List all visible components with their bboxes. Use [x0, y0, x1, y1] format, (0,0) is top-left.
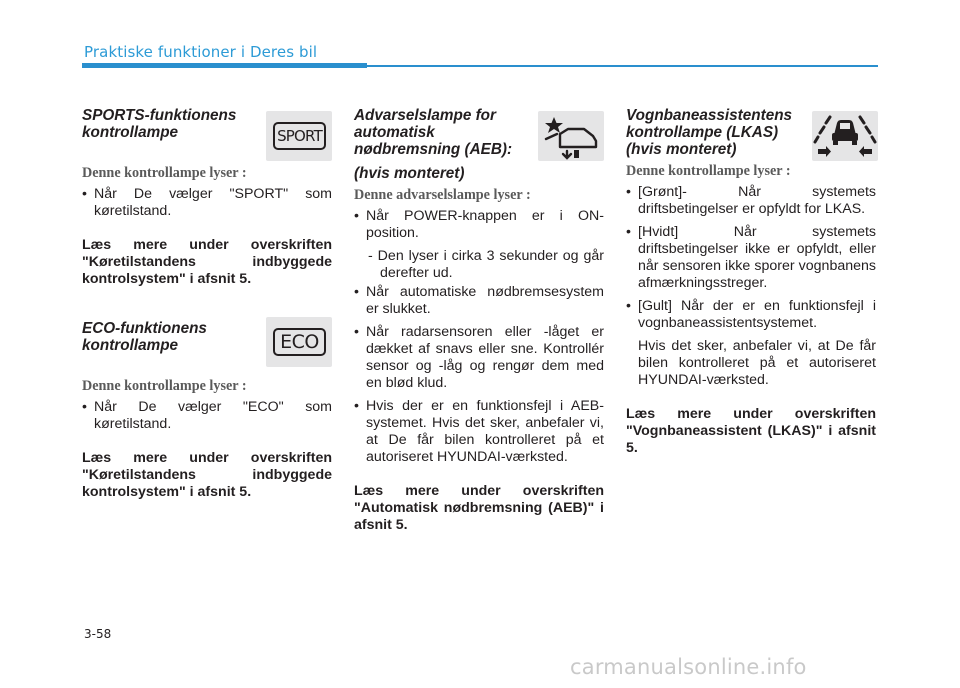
list-item: • Når radarsensoren eller -låget er dækket af snavs eller sne. Kontrollér sensor og -låg og rengør dem med en blød klud.	[354, 324, 604, 392]
list-item: • Når De vælger "ECO" som køretilstand.	[82, 399, 332, 433]
lkas-note: Læs mere under overskriften "Vognbaneassistent (LKAS)" i afsnit 5.	[626, 406, 876, 456]
watermark: carmanualsonline.info	[570, 655, 807, 679]
lkas-bullet-continuation: Hvis det sker, anbefaler vi, at De får bilen kontrolleret på et autoriseret HYUNDAI-værksted.	[638, 338, 876, 388]
sport-indicator-label: SPORT	[273, 122, 326, 150]
aeb-section	[354, 107, 604, 534]
list-item: • [Grønt]- Når systemets driftsbetingelser er opfyldt for LKAS.	[626, 184, 876, 218]
sport-bullets	[82, 186, 332, 220]
lkas-bullets	[626, 184, 876, 332]
eco-bullets	[82, 399, 332, 433]
list-item: • [Gult] Når der er en funktionsfejl i vognbaneassistentsystemet.	[626, 298, 876, 332]
eco-subhead: Denne kontrollampe lyser :	[82, 378, 247, 394]
list-item: • Når automatiske nødbremsesystem er slukket.	[354, 284, 604, 318]
column-middle	[354, 107, 604, 534]
aeb-bullets-more	[354, 284, 604, 466]
eco-indicator-label: ECO	[273, 328, 326, 356]
page-number: 3-58	[84, 627, 112, 641]
sport-subhead: Denne kontrollampe lyser :	[82, 165, 247, 181]
lkas-indicator	[812, 111, 878, 161]
column-left	[82, 107, 332, 501]
list-item: • Når POWER-knappen er i ON-position.	[354, 208, 604, 242]
eco-section	[82, 320, 332, 501]
aeb-indicator	[538, 111, 604, 161]
sport-note: Læs mere under overskriften "Køretilstandens indbyggede kontrolsystem" i afsnit 5.	[82, 237, 332, 287]
running-header: Praktiske funktioner i Deres bil	[84, 43, 318, 61]
lkas-section	[626, 107, 876, 457]
list-item: • Hvis der er en funktionsfejl i AEB-systemet. Hvis det sker, anbefaler vi, at De får bilen kontrolleret på et autoriseret HYUNDAI-værksted.	[354, 398, 604, 466]
lkas-title: Vognbaneassistentens kontrollampe (LKAS) (hvis monteret)	[626, 107, 793, 158]
list-item: • [Hvidt] Når systemets driftsbetingelser ikke er opfyldt, eller når sensoren ikke sporer vognbanens afmærkningsstreger.	[626, 224, 876, 292]
lkas-subhead: Denne kontrollampe lyser :	[626, 163, 791, 179]
column-right	[626, 107, 876, 457]
eco-indicator	[266, 317, 332, 367]
sport-indicator	[266, 111, 332, 161]
header-rule-thick	[82, 63, 367, 68]
eco-note: Læs mere under overskriften "Køretilstandens indbyggede kontrolsystem" i afsnit 5.	[82, 450, 332, 500]
aeb-subhead: Denne advarselslampe lyser :	[354, 187, 531, 203]
aeb-subitem: - Den lyser i cirka 3 sekunder og går derefter ud.	[368, 248, 604, 281]
aeb-warning-icon	[538, 111, 604, 161]
aeb-bullets	[354, 208, 604, 242]
sport-title: SPORTS-funktionens kontrollampe	[82, 107, 237, 141]
eco-title: ECO-funktionens kontrollampe	[82, 320, 207, 354]
list-item: • Når De vælger "SPORT" som køretilstand.	[82, 186, 332, 220]
header-rule-thin	[367, 65, 878, 67]
sport-section	[82, 107, 332, 288]
aeb-title-optional: (hvis monteret)	[354, 165, 465, 182]
lkas-lane-icon	[812, 111, 878, 161]
aeb-note: Læs mere under overskriften "Automatisk nødbremsning (AEB)" i afsnit 5.	[354, 483, 604, 533]
aeb-title: Advarselslampe for automatisk nødbremsning (AEB):	[354, 107, 513, 158]
